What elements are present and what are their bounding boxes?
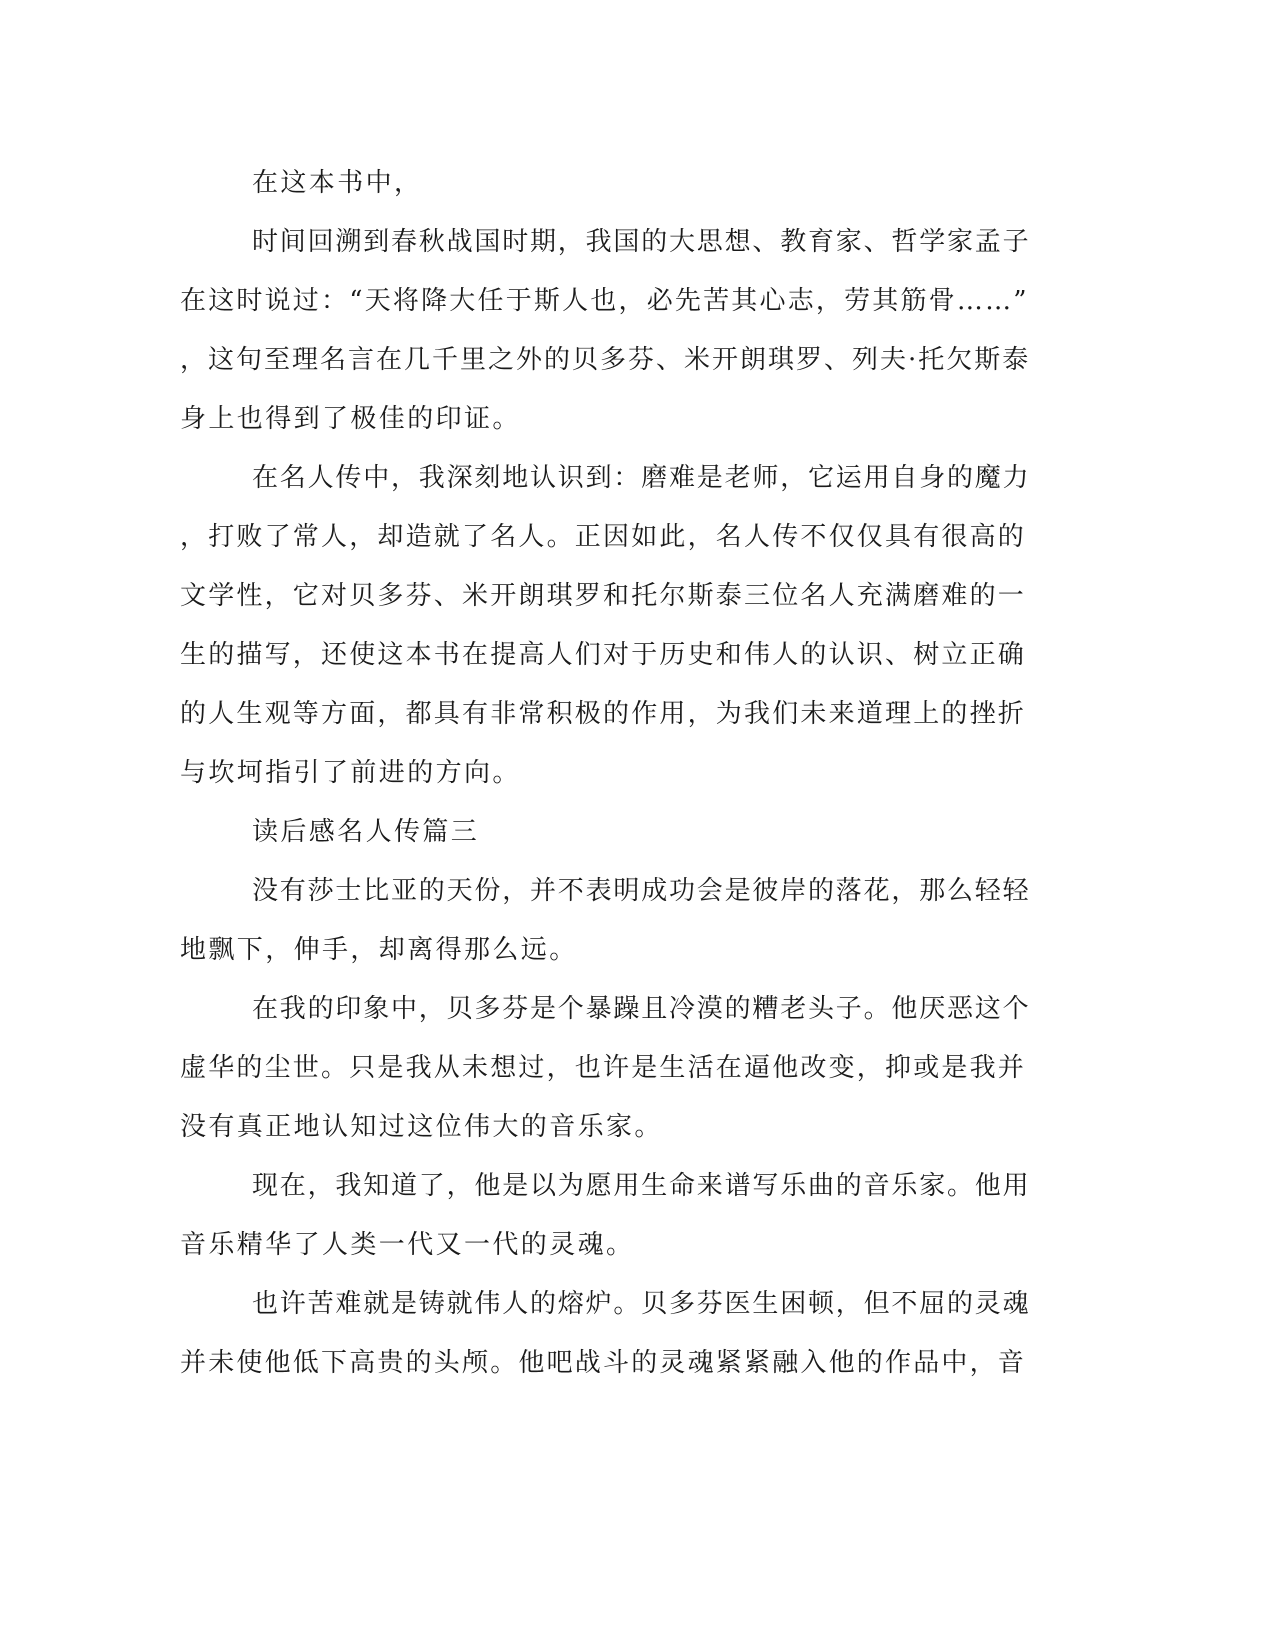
text-line: 地飘下，伸手，却离得那么远。 (180, 935, 578, 965)
text-line: 没有真正地认知过这位伟大的音乐家。 (180, 1112, 663, 1142)
text-line: ，这句至理名言在几千里之外的贝多芬、米开朗琪罗、列夫·托欠斯泰 (180, 345, 1031, 375)
text-line: 现在，我知道了，他是以为愿用生命来谱写乐曲的音乐家。他用 (252, 1171, 1031, 1201)
text-line: 并未使他低下高贵的头颅。他吧战斗的灵魂紧紧融入他的作品中，音 (180, 1348, 1027, 1378)
text-line: 在名人传中，我深刻地认识到：磨难是老师，它运用自身的魔力 (252, 463, 1031, 493)
text-line: 身上也得到了极佳的印证。 (180, 404, 521, 434)
text-line: 与坎坷指引了前进的方向。 (180, 758, 521, 788)
text-line: 在这时说过：“天将降大任于斯人也，必先苦其心志，劳其筋骨……” (180, 286, 1029, 316)
text-line: 时间回溯到春秋战国时期，我国的大思想、教育家、哲学家孟子 (252, 227, 1031, 257)
text-line: ，打败了常人，却造就了名人。正因如此，名人传不仅仅具有很高的 (180, 522, 1027, 552)
text-line: 没有莎士比亚的天份，并不表明成功会是彼岸的落花，那么轻轻 (252, 876, 1031, 906)
text-line: 在我的印象中，贝多芬是个暴躁且冷漠的糟老头子。他厌恶这个 (252, 994, 1031, 1024)
body-text (180, 154, 1030, 1393)
section-heading: 读后感名人传篇三 (252, 817, 480, 847)
text-line: 生的描写，还使这本书在提高人们对于历史和伟人的认识、树立正确 (180, 640, 1027, 670)
text-line: 也许苦难就是铸就伟人的熔炉。贝多芬医生困顿，但不屈的灵魂 (252, 1289, 1031, 1319)
text-line: 虚华的尘世。只是我从未想过，也许是生活在逼他改变，抑或是我并 (180, 1053, 1027, 1083)
text-line: 的人生观等方面，都具有非常积极的作用，为我们未来道理上的挫折 (180, 699, 1027, 729)
text-line: 文学性，它对贝多芬、米开朗琪罗和托尔斯泰三位名人充满磨难的一 (180, 581, 1027, 611)
text-line: 在这本书中， (252, 168, 423, 198)
text-line: 音乐精华了人类一代又一代的灵魂。 (180, 1230, 635, 1260)
